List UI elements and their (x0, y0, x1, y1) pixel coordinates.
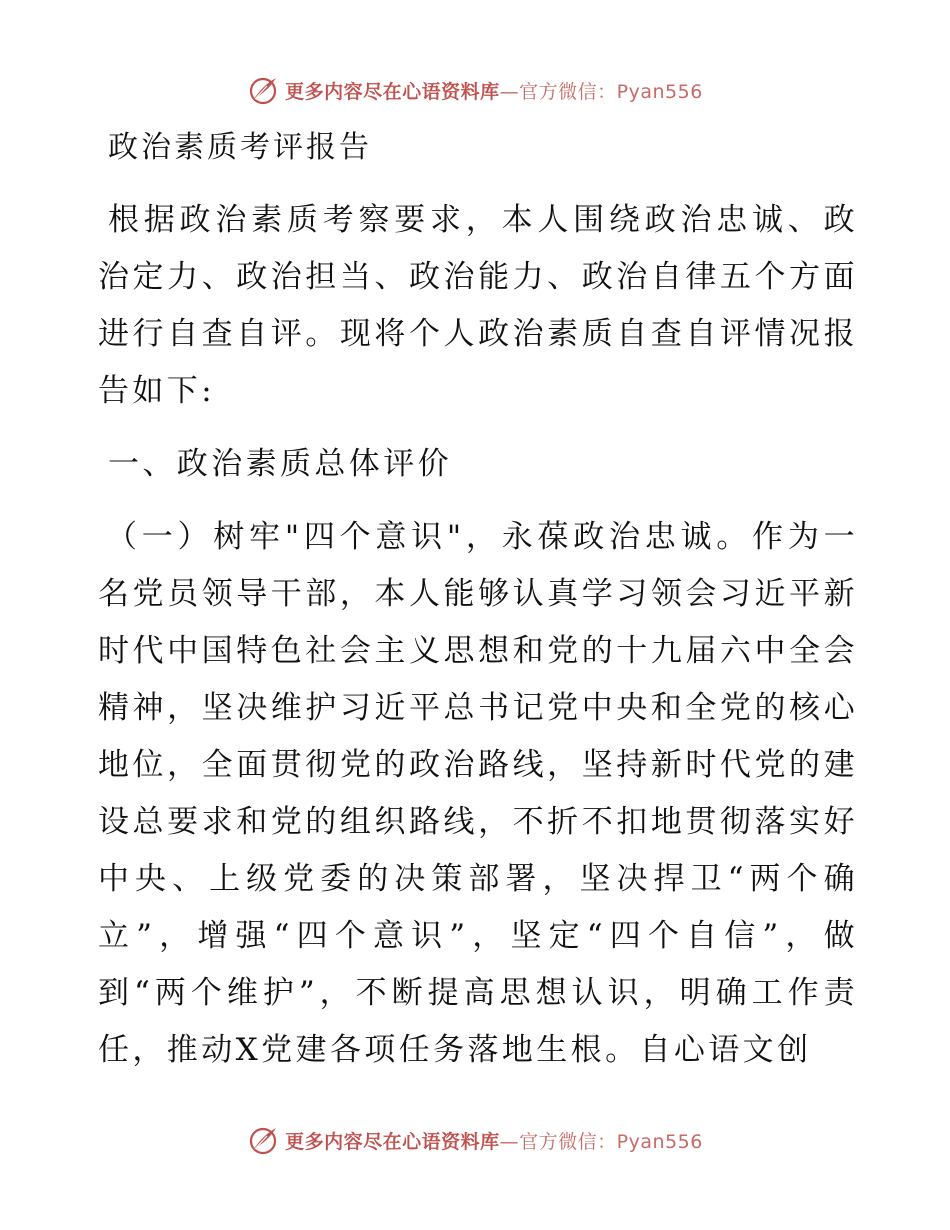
document-body (98, 120, 858, 1079)
watermark-text (285, 1127, 703, 1154)
header-watermark-banner (0, 70, 950, 110)
footer-watermark-banner (0, 1120, 950, 1160)
watermark-main-text: 更多内容尽在心语资料库 (285, 80, 500, 103)
watermark-text (285, 77, 703, 104)
section-paragraph: （一）树牢"四个意识"，永葆政治忠诚。作为一名党员领导干部，本人能够认真学习领会习近平新时代中国特色社会主义思想和党的十九届六中全会精神，坚决维护习近平总书记党中央和全党的核心地位，全面贯彻党的政治路线，坚持新时代党的建设总要求和党的组织路线，不折不扣地贯彻落实好中央、上级党委的决策部署，坚决捍卫“两个确立”，增强“四个意识”，坚定“四个自信”，做到“两个维护”，不断提高思想认识，明确工作责任，推动X党建各项任务落地生根。自心语文创 (98, 519, 858, 1068)
intro-paragraph: 根据政治素质考察要求，本人围绕政治忠诚、政治定力、政治担当、政治能力、政治自律五个方面进行自查自评。现将个人政治素质自查自评情况报告如下: (98, 202, 858, 409)
watermark-wechat-text: —官方微信：Pyan556 (499, 1130, 703, 1153)
feather-pen-logo-icon (247, 74, 279, 106)
section-heading: 一、政治素质总体评价 (108, 446, 452, 482)
feather-pen-logo-icon (247, 1124, 279, 1156)
watermark-wechat-text: —官方微信：Pyan556 (499, 80, 703, 103)
document-title: 政治素质考评报告 (108, 130, 372, 165)
watermark-main-text: 更多内容尽在心语资料库 (285, 1130, 500, 1153)
